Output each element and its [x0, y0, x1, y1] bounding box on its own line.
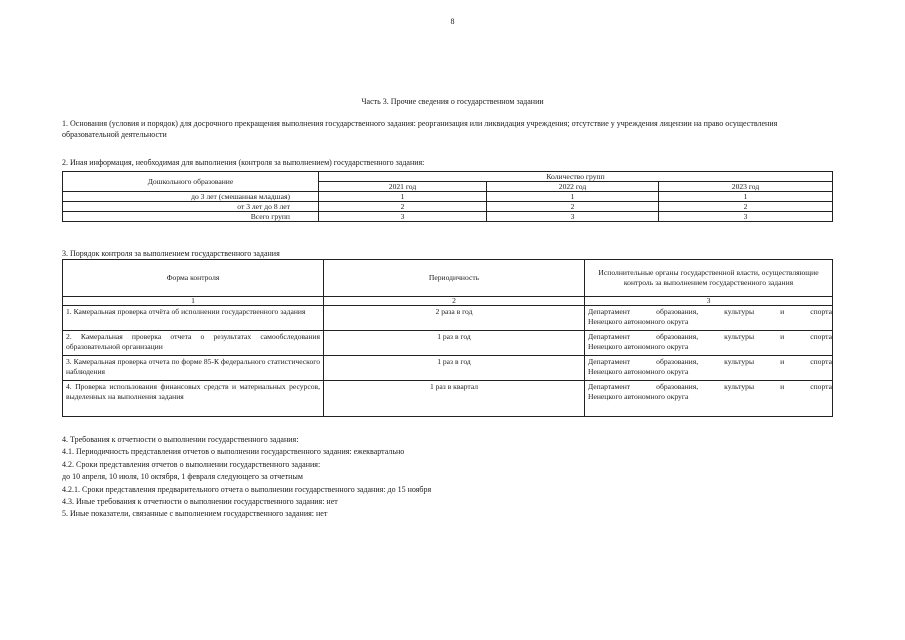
requirement-line: 4.2. Сроки представления отчетов о выполнении государственного задания: [62, 459, 321, 469]
cell-value: 2 [319, 202, 487, 212]
table-row [63, 212, 833, 222]
table-row [63, 192, 833, 202]
groups-col-header: Дошкольного образование [63, 172, 319, 192]
requirements-block [62, 434, 431, 521]
requirement-line: 4. Требования к отчетности о выполнении государственного задания: [62, 435, 299, 444]
cell-value: 3 [319, 212, 487, 222]
header-organ: Исполнительные органы государственной власти, осуществляющие контроль за выполнением государственного задания [585, 260, 833, 297]
header-form: Форма контроля [63, 260, 324, 297]
cell-value: 3 [659, 212, 833, 222]
page-number: 8 [450, 17, 455, 26]
table-row [63, 331, 833, 356]
control-organ: Департамент образования, культуры и спорта Ненецкого автономного округа [585, 356, 833, 381]
requirement-line: 4.3. Иные требования к отчетности о выполнении государственного задания: нет [62, 497, 338, 507]
year-header: 2022 год [487, 182, 659, 192]
row-label: до 3 лет (смешанная младшая) [63, 192, 319, 202]
groups-table [62, 171, 833, 222]
cell-value: 1 [487, 192, 659, 202]
control-period: 2 раза в год [324, 306, 585, 331]
cell-value: 3 [487, 212, 659, 222]
header-period: Периодичность [324, 260, 585, 297]
control-organ: Департамент образования, культуры и спорта Ненецкого автономного округа [585, 306, 833, 331]
cell-value: 1 [319, 192, 487, 202]
year-header: 2021 год [319, 182, 487, 192]
control-form: 2. Камеральная проверка отчета о результатах самообследования образовательной организации [63, 331, 324, 356]
col-number: 1 [63, 297, 324, 306]
table-row [63, 381, 833, 417]
requirement-line: 4.1. Периодичность представления отчетов о выполнении государственного задания: ежеквартально [62, 447, 405, 457]
col-number: 3 [585, 297, 833, 306]
requirement-line: 5. Иные показатели, связанные с выполнением государственного задания: нет [62, 509, 328, 519]
groups-group-header: Количество групп [319, 172, 833, 182]
requirement-line: до 10 апреля, 10 июля, 10 октября, 1 февраля следующего за отчетным [62, 472, 303, 482]
control-table [62, 259, 833, 417]
control-organ: Департамент образования, культуры и спорта Ненецкого автономного округа [585, 381, 833, 417]
control-form: 3. Камеральная проверка отчета по форме 85-К федерального статистического наблюдения [63, 356, 324, 381]
table-row [63, 202, 833, 212]
control-period: 1 раз в год [324, 356, 585, 381]
part-title: Часть 3. Прочие сведения о государственном задании [361, 97, 544, 106]
cell-value: 2 [487, 202, 659, 212]
col-number: 2 [324, 297, 585, 306]
section-1-text: 1. Основания (условия и порядок) для досрочного прекращения выполнения государственного задания: реорганизация или ликвидация учреждения; отсутствие у учреждения лицензии на право осуществления образовательной деятельности [62, 119, 778, 139]
table-row [63, 356, 833, 381]
control-organ: Департамент образования, культуры и спорта Ненецкого автономного округа [585, 331, 833, 356]
section-3-heading: 3. Порядок контроля за выполнением государственного задания [62, 249, 280, 258]
control-period: 1 раз в квартал [324, 381, 585, 417]
cell-value: 1 [659, 192, 833, 202]
requirement-line: 4.2.1. Сроки представления предварительного отчета о выполнении государственного задания: до 15 ноября [62, 484, 432, 494]
cell-value: 2 [659, 202, 833, 212]
control-form: 4. Проверка использования финансовых средств и материальных ресурсов, выделенных на выполнения задания [63, 381, 324, 417]
row-label: Всего групп [63, 212, 319, 222]
table-row [63, 306, 833, 331]
control-form: 1. Камеральная проверка отчёта об исполнении государственного задания [63, 306, 324, 331]
section-2-heading: 2. Иная информация, необходимая для выполнения (контроля за выполнением) государственного задания: [62, 158, 425, 167]
row-label: от 3 лет до 8 лет [63, 202, 319, 212]
year-header: 2023 год [659, 182, 833, 192]
control-period: 1 раз в год [324, 331, 585, 356]
